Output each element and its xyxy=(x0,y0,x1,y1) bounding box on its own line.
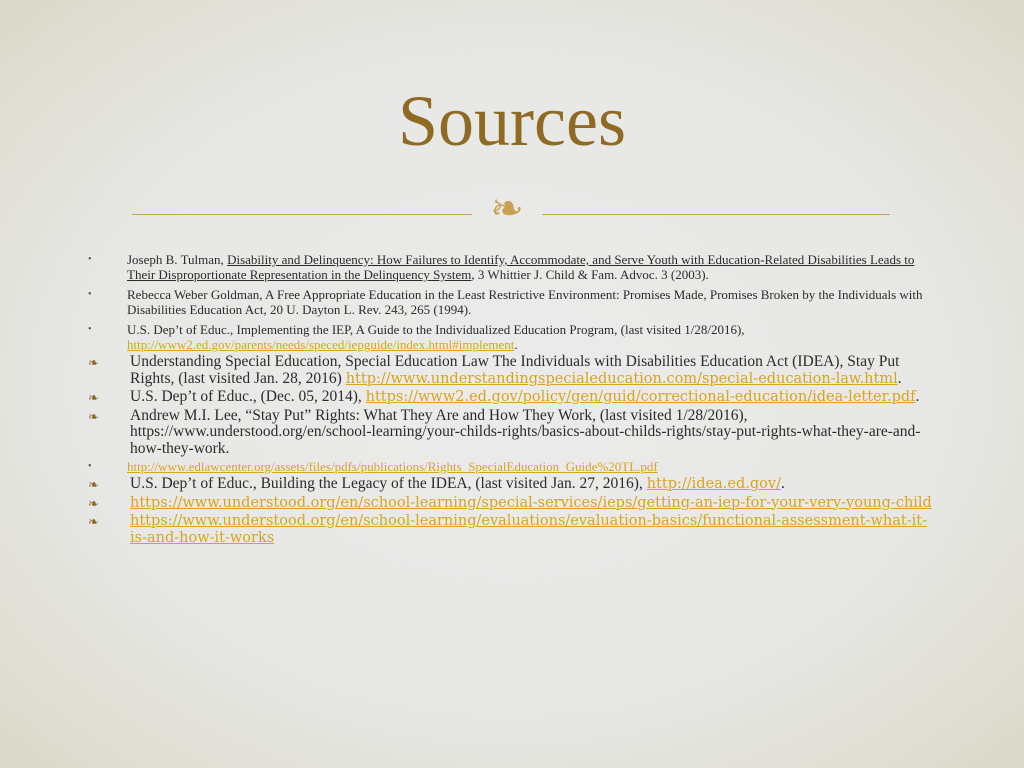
source-link[interactable]: http://www.edlawcenter.org/assets/files/pdfs/publications/Rights_SpecialEducation_Guide%20TL.pdf xyxy=(127,459,658,474)
fleuron-bullet-icon: ❧ xyxy=(88,495,99,511)
source-punct: . xyxy=(780,475,785,492)
slide-title: Sources xyxy=(398,81,626,161)
source-text: Joseph B. Tulman, xyxy=(127,252,228,267)
source-text: U.S. Dep’t of Educ., Implementing the IEP, A Guide to the Individualized Education Program, (last visited 1/28/2016), xyxy=(127,322,745,337)
source-title: Disability and Delinquency: How Failures to Identify, Accommodate, and Serve Youth with Education-Related Disabilities Leads to Their Disproportionate Representation in the Delinquency System xyxy=(127,252,915,282)
source-text: Rebecca Weber Goldman, A Free Appropriate Education in the Least Restrictive Environment: Promises Made, Promises Broken by the Individuals with Disabilities Education Act, 20 U. Dayton L. Rev. 243, 265 (1994). xyxy=(127,287,923,317)
source-link[interactable]: http://idea.ed.gov/ xyxy=(646,476,781,492)
fleuron-bullet-icon: ❧ xyxy=(88,514,99,529)
source-item-iep-guide xyxy=(0,322,1024,352)
bullet-icon: • xyxy=(88,324,92,335)
source-text: U.S. Dep’t of Educ., (Dec. 05, 2014), xyxy=(130,388,366,405)
source-item-understood-iep xyxy=(0,495,1024,512)
divider-line-right xyxy=(542,214,890,215)
source-punct: . xyxy=(514,337,518,352)
source-item-lee xyxy=(0,408,1024,458)
source-punct: . xyxy=(897,369,902,387)
source-item-tulman xyxy=(0,252,1024,282)
source-text: Understanding Special Education, Special Education Law The Individuals with Disabilities Education Act (IDEA), Stay Put Rights, (last visited Jan. 28, 2016) xyxy=(130,353,900,387)
source-link[interactable]: https://www.understood.org/en/school-learning/evaluations/evaluation-basics/functional-assessment-what-it-is-and-how-it-works xyxy=(130,513,927,546)
source-text: Andrew M.I. Lee, “Stay Put” Rights: What They Are and How They Work, (last visited 1/28/2016), https://www.understood.org/en/school-learning/your-childs-rights/basics-about-childs-rights/stay-put-rights-what-they-are-and-how-they-work. xyxy=(130,406,921,457)
sources-list xyxy=(0,252,1024,546)
source-item-doe-letter xyxy=(0,389,1024,406)
divider-line-left xyxy=(132,214,472,215)
source-item-goldman xyxy=(0,287,1024,317)
bullet-icon: • xyxy=(88,254,92,265)
source-text: , 3 Whittier J. Child & Fam. Advoc. 3 (2003). xyxy=(471,267,709,282)
source-text: U.S. Dep’t of Educ., Building the Legacy of the IDEA, (last visited Jan. 27, 2016), xyxy=(130,475,647,492)
source-link[interactable]: https://www.understood.org/en/school-learning/special-services/ieps/getting-an-iep-for-your-very-young-child xyxy=(130,494,932,511)
title-divider xyxy=(132,186,890,232)
bullet-icon: • xyxy=(88,289,92,300)
source-item-idea-legacy xyxy=(0,476,1024,493)
fleuron-bullet-icon: ❧ xyxy=(88,408,99,424)
source-item-understanding-sped xyxy=(0,354,1024,387)
fleuron-bullet-icon: ❧ xyxy=(88,355,99,370)
source-link[interactable]: https://www2.ed.gov/policy/gen/guid/correctional-education/idea-letter.pdf xyxy=(365,389,916,405)
source-punct: . xyxy=(915,388,920,405)
source-link[interactable]: http://www.understandingspecialeducation.com/special-education-law.html xyxy=(345,370,898,387)
source-link[interactable]: http://www2.ed.gov/parents/needs/speced/iepguide/index.html#implement xyxy=(127,337,515,352)
fleuron-icon: ❧ xyxy=(490,186,524,232)
source-item-understood-fba xyxy=(0,513,1024,546)
source-item-edlawcenter xyxy=(0,459,1024,474)
fleuron-bullet-icon: ❧ xyxy=(88,477,99,492)
fleuron-bullet-icon: ❧ xyxy=(88,390,99,405)
bullet-icon: • xyxy=(88,461,92,472)
